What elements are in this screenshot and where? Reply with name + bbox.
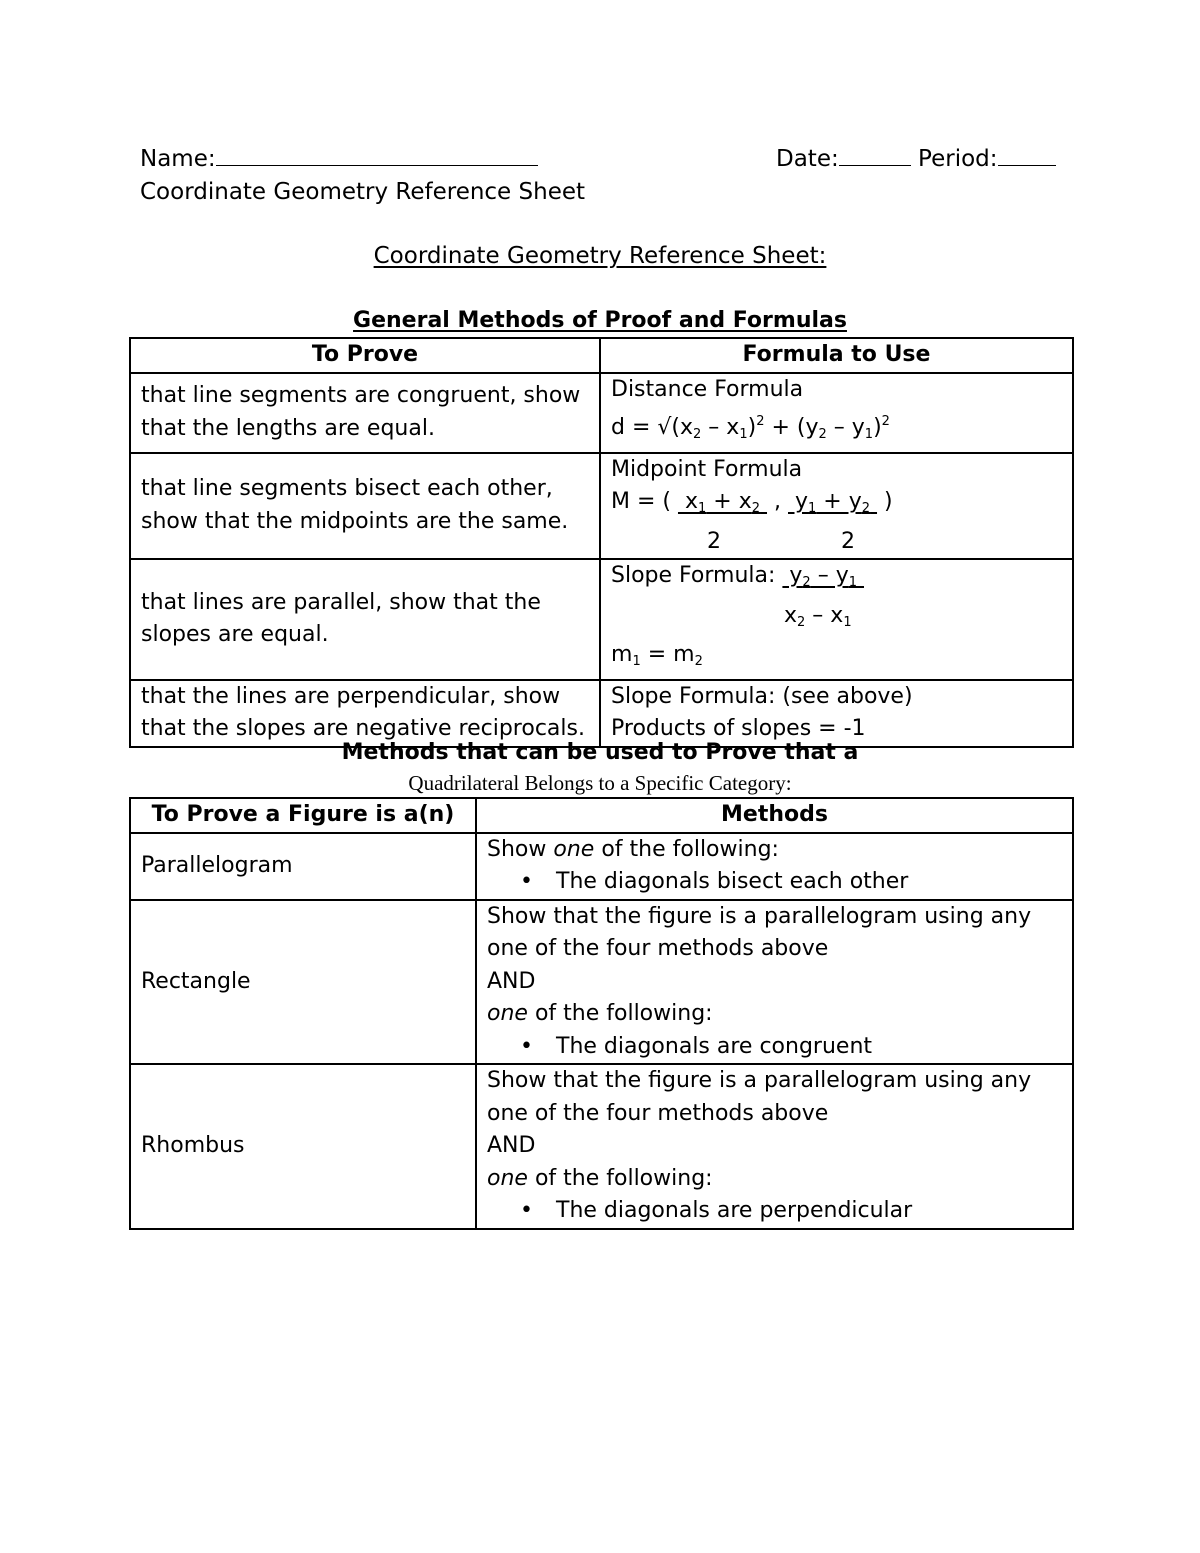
page-title: Coordinate Geometry Reference Sheet: [373, 243, 827, 269]
period-label: Period: [918, 146, 998, 172]
table2-title: Methods that can be used to Prove that a [341, 740, 859, 765]
figure-cell: Parallelogram [130, 833, 476, 900]
quadrilateral-methods-table [129, 797, 1074, 1230]
methods-intro [487, 1163, 1072, 1196]
methods-text: one of the four methods above [487, 1100, 829, 1126]
prove-text: slopes are equal. [141, 622, 329, 648]
formula-cell [600, 680, 1073, 747]
table-row [130, 833, 1073, 900]
list-item [487, 1031, 1072, 1064]
bullet-text: The diagonals are congruent [556, 1033, 873, 1059]
figure-cell: Rectangle [130, 900, 476, 1065]
prove-text: that the slopes are negative reciprocals. [141, 716, 585, 741]
date-period-line [776, 143, 1056, 174]
formula-text: Products of slopes = -1 [611, 716, 866, 741]
bullet-text: The diagonals are perpendicular [556, 1198, 913, 1223]
methods-text: Show that the figure is a parallelogram using any [487, 903, 1032, 929]
distance-formula: $d = √(x_2 - x_1)^2 + (y_2 - y_1)^2$ [611, 414, 890, 442]
and-text: AND [487, 968, 536, 994]
list-item [487, 1195, 1072, 1228]
prove-text: that lines are parallel, show that the [141, 589, 541, 615]
prove-cell [130, 453, 600, 560]
table-row [130, 559, 1073, 680]
bullet-icon: • [520, 869, 533, 894]
table-row [130, 680, 1073, 747]
prove-cell [130, 373, 600, 453]
formula-name: Slope Formula: [611, 563, 776, 588]
name-label: Name: [140, 146, 216, 172]
table-row [130, 900, 1073, 1065]
prove-text: that the lengths are equal. [141, 415, 435, 441]
formula-name: Midpoint Formula [611, 456, 803, 482]
name-blank [216, 143, 538, 166]
prove-text: that line segments bisect each other, [141, 476, 553, 502]
show-text: Show [487, 836, 547, 862]
one-text: one [487, 1165, 528, 1191]
methods-text: Show that the figure is a parallelogram using any [487, 1068, 1032, 1093]
column-header-to-prove: To Prove [130, 338, 600, 373]
prove-cell [130, 559, 600, 680]
methods-intro [487, 834, 1072, 867]
methods-text: one of the four methods above [487, 936, 829, 961]
parallel-slopes: $m_1 = m_2$ [611, 642, 703, 669]
bullet-icon: • [520, 1033, 533, 1059]
prove-text: that the lines are perpendicular, show [141, 683, 561, 709]
table-header-row [130, 798, 1073, 833]
period-blank [998, 143, 1056, 166]
list-item [487, 866, 1072, 899]
following-text: of the following: [534, 1001, 713, 1026]
formula-cell [600, 373, 1073, 453]
midpoint-formula: M = ( $x_1 + x_2$ , $y_1 + y_2$ ) [611, 489, 893, 516]
column-header-figure: To Prove a Figure is a(n) [130, 798, 476, 833]
prove-text: show that the midpoints are the same. [141, 508, 569, 534]
formula-cell [600, 559, 1073, 680]
and-text: AND [487, 1133, 536, 1158]
bullet-text: The diagonals bisect each other [556, 869, 909, 894]
methods-cell [476, 1064, 1073, 1229]
methods-cell [476, 833, 1073, 900]
midpoint-denominators: 2 2 [707, 528, 855, 554]
formula-name: Slope Formula: (see above) [611, 683, 913, 709]
proof-methods-table [129, 337, 1074, 748]
table-row [130, 373, 1073, 453]
bullet-icon: • [520, 1198, 533, 1223]
prove-text: that line segments are congruent, show [141, 383, 581, 408]
methods-intro [487, 998, 1072, 1031]
methods-cell [476, 900, 1073, 1065]
table2-subtitle: Quadrilateral Belongs to a Specific Category: [408, 771, 792, 795]
following-text: of the following: [601, 836, 779, 862]
table-row [130, 453, 1073, 560]
following-text: of the following: [534, 1165, 713, 1191]
formula-cell [600, 453, 1073, 560]
table-header-row [130, 338, 1073, 373]
column-header-formula: Formula to Use [600, 338, 1073, 373]
header-subtitle: Coordinate Geometry Reference Sheet [140, 179, 586, 205]
figure-cell: Rhombus [130, 1064, 476, 1229]
table1-title: General Methods of Proof and Formulas [353, 308, 847, 333]
date-blank [839, 143, 911, 166]
date-label: Date: [776, 146, 839, 172]
prove-cell [130, 680, 600, 747]
column-header-methods: Methods [476, 798, 1073, 833]
one-text: one [553, 836, 595, 862]
table-row [130, 1064, 1073, 1229]
name-line [140, 143, 538, 174]
slope-denominator: $x_2 - x_1$ [784, 602, 852, 630]
one-text: one [487, 1001, 528, 1026]
formula-name: Distance Formula [611, 376, 804, 402]
slope-formula: Slope Formula: $y_2 - y_1$ [611, 563, 857, 590]
